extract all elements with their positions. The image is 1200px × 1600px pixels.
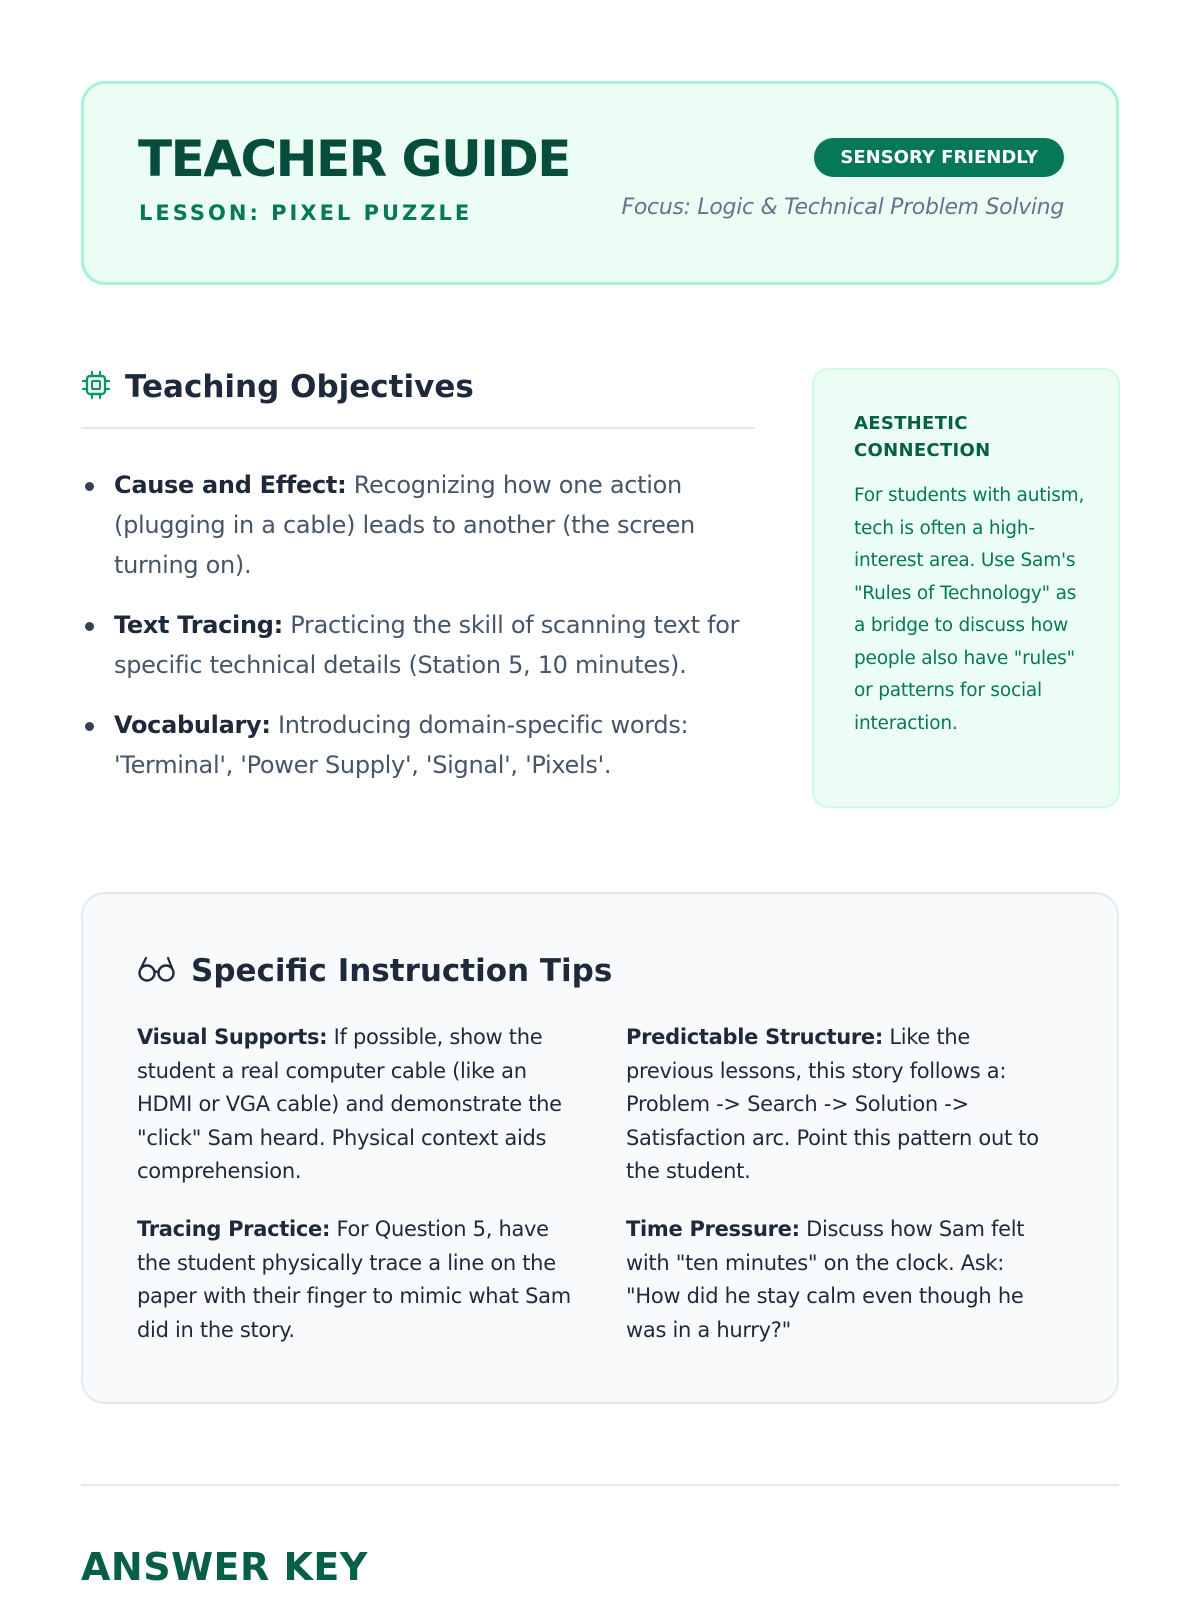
objective-term: Vocabulary:	[114, 711, 271, 739]
objective-text: Recognizing how one action (plugging in a cable) leads to another (the screen turning on).	[114, 471, 695, 579]
cpu-chip-icon	[81, 370, 111, 404]
tip-visual-supports	[137, 1021, 573, 1189]
list-item	[81, 705, 761, 785]
bullet-dot	[85, 622, 94, 631]
tip-text: Discuss how Sam felt with "ten minutes" on the clock. Ask: "How did he stay calm even though he was in a hurry?"	[626, 1217, 1025, 1342]
objective-text: Introducing domain-specific words: 'Terminal', 'Power Supply', 'Signal', 'Pixels'.	[114, 711, 689, 779]
focus-text: Focus: Logic & Technical Problem Solving	[621, 195, 1064, 220]
lesson-subtitle: LESSON: PIXEL PUZZLE	[139, 201, 473, 225]
bullet-dot	[85, 722, 94, 731]
tip-text: For Question 5, have the student physically trace a line on the paper with their finger to mimic what Sam did in the story.	[137, 1217, 571, 1342]
objective-term: Cause and Effect:	[114, 471, 347, 499]
aesthetic-text: For students with autism, tech is often a high-interest area. Use Sam's "Rules of Technology" as a bridge to discuss how people also have "rules" or patterns for social interaction.	[854, 485, 1085, 734]
aesthetic-label-line1: AESTHETIC	[854, 413, 968, 434]
tip-tracing-practice	[137, 1213, 573, 1347]
sensory-friendly-badge: SENSORY FRIENDLY	[814, 138, 1064, 177]
tips-heading	[137, 953, 612, 989]
aesthetic-label	[854, 410, 1088, 464]
page-title: TEACHER GUIDE	[138, 130, 570, 188]
header-card	[81, 81, 1119, 285]
tip-term: Predictable Structure:	[626, 1025, 883, 1049]
instruction-tips-card	[81, 892, 1119, 1404]
objectives-heading	[81, 369, 755, 405]
tip-term: Time Pressure:	[626, 1217, 800, 1241]
glasses-icon	[137, 954, 177, 988]
aesthetic-connection-card	[812, 368, 1120, 808]
objectives-divider	[81, 427, 755, 429]
tip-text: Like the previous lessons, this story follows a: Problem -> Search -> Solution -> Satisfaction arc. Point this pattern out to the student.	[626, 1025, 1039, 1183]
aesthetic-label-line2: CONNECTION	[854, 440, 991, 461]
tips-title: Specific Instruction Tips	[191, 953, 613, 989]
bullet-dot	[85, 482, 94, 491]
tip-text: If possible, show the student a real computer cable (like an HDMI or VGA cable) and demonstrate the "click" Sam heard. Physical context aids comprehension.	[137, 1025, 562, 1183]
objectives-list	[81, 465, 761, 805]
list-item	[81, 605, 761, 685]
tip-term: Visual Supports:	[137, 1025, 328, 1049]
list-item	[81, 465, 761, 585]
answer-key-heading: ANSWER KEY	[81, 1545, 368, 1589]
objective-text: Practicing the skill of scanning text for specific technical details (Station 5, 10 minutes).	[114, 611, 740, 679]
tip-predictable-structure	[626, 1021, 1062, 1189]
section-divider	[81, 1484, 1119, 1486]
objective-term: Text Tracing:	[114, 611, 283, 639]
tip-time-pressure	[626, 1213, 1062, 1347]
tip-term: Tracing Practice:	[137, 1217, 331, 1241]
objectives-title: Teaching Objectives	[125, 369, 474, 405]
